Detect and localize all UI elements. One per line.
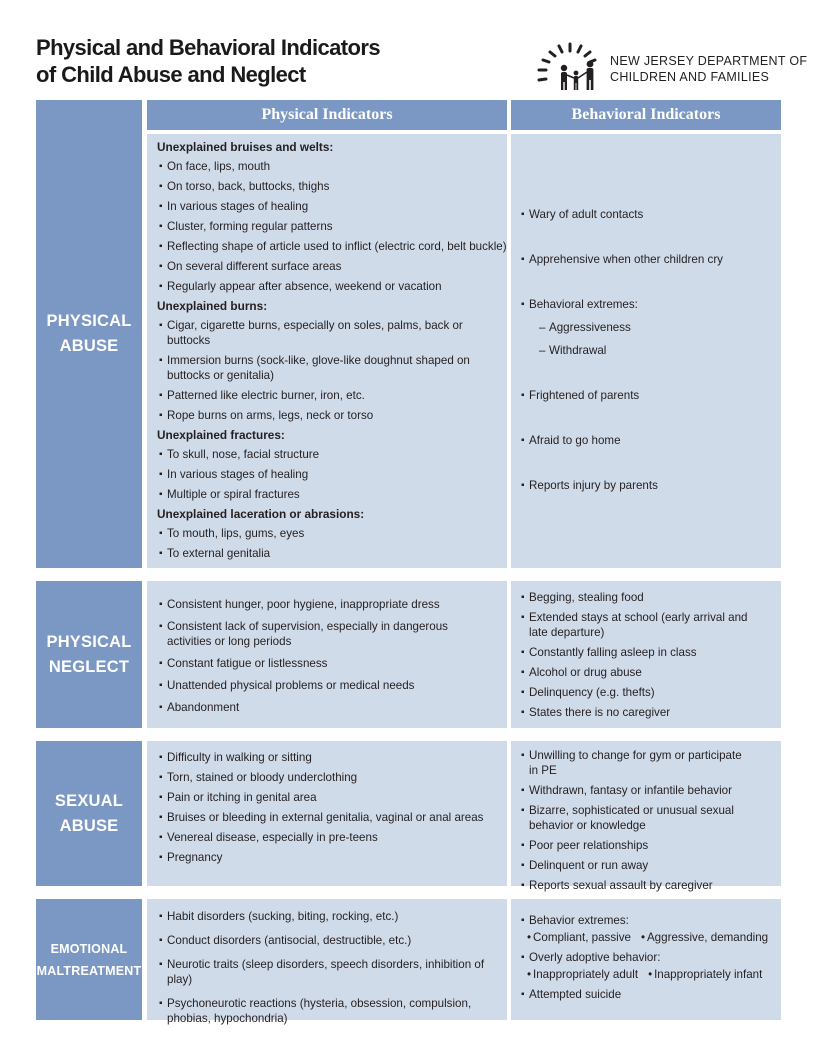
list-item: ▪ On torso, back, buttocks, thighs bbox=[159, 179, 507, 194]
label-line: PHYSICAL bbox=[46, 632, 132, 651]
sexual-abuse-physical-cell bbox=[147, 741, 507, 886]
row-label-sexual-abuse bbox=[36, 741, 142, 886]
header-behavioral-indicators: Behavioral Indicators bbox=[511, 100, 781, 130]
logo-line-1: NEW JERSEY DEPARTMENT OF bbox=[610, 54, 808, 68]
group-title: Unexplained bruises and welts: bbox=[157, 140, 334, 154]
list-item: ▪ Patterned like electric burner, iron, etc. bbox=[159, 388, 507, 403]
label-line: EMOTIONAL bbox=[50, 941, 128, 956]
list-item: ▪ Difficulty in walking or sitting bbox=[159, 750, 497, 765]
list-item: ▪ Alcohol or drug abuse bbox=[521, 665, 761, 680]
list-item: ▪ Overly adoptive behavior: bbox=[521, 950, 775, 965]
list-item: ▪ Unwilling to change for gym or participate in PE bbox=[521, 748, 751, 778]
list-item: ▪ Consistent lack of supervision, especially in dangerous activities or long periods bbox=[159, 619, 487, 649]
extremes-subitems bbox=[527, 930, 775, 945]
label-line: NEGLECT bbox=[48, 657, 130, 676]
sub-item-compliant: • Compliant, passive bbox=[527, 930, 631, 945]
physical-neglect-behavioral-cell bbox=[511, 581, 781, 728]
list-item: ▪ Neurotic traits (sleep disorders, speech disorders, inhibition of play) bbox=[159, 957, 487, 987]
row-label-physical-abuse bbox=[36, 100, 142, 568]
list-item: ▪ Multiple or spiral fractures bbox=[159, 487, 507, 502]
group-lacerations bbox=[147, 507, 507, 561]
group-title: Unexplained laceration or abrasions: bbox=[157, 507, 365, 521]
group-bruises bbox=[147, 140, 507, 294]
list-item: ▪ Poor peer relationships bbox=[521, 838, 751, 853]
sub-item-adult: • Inappropriately adult bbox=[527, 967, 638, 982]
group-title: Unexplained fractures: bbox=[157, 428, 285, 442]
list-item: ▪ Extended stays at school (early arrival and late departure) bbox=[521, 610, 761, 640]
list-item: ▪ Cluster, forming regular patterns bbox=[159, 219, 507, 234]
sexual-abuse-behavioral-cell bbox=[511, 741, 781, 892]
list-item: ▪ Cigar, cigarette burns, especially on soles, palms, back or buttocks bbox=[159, 318, 507, 348]
logo-line-2: CHILDREN AND FAMILIES bbox=[610, 70, 770, 84]
list-item: ▪ Psychoneurotic reactions (hysteria, obsession, compulsion, phobias, hypochondria) bbox=[159, 996, 487, 1026]
list-item: ▪ Attempted suicide bbox=[521, 987, 775, 1002]
list-item: ▪ Venereal disease, especially in pre-teens bbox=[159, 830, 497, 845]
label-line: ABUSE bbox=[59, 816, 119, 835]
list-item: ▪ Delinquency (e.g. thefts) bbox=[521, 685, 761, 700]
list-item: ▪ Unattended physical problems or medical needs bbox=[159, 678, 487, 693]
list-item: ▪ Constant fatigue or listlessness bbox=[159, 656, 487, 671]
list-item: ▪ Behavioral extremes: bbox=[521, 297, 773, 312]
list-item: ▪ Withdrawn, fantasy or infantile behavior bbox=[521, 783, 751, 798]
row-label-physical-neglect bbox=[36, 581, 142, 728]
title-line-2: of Child Abuse and Neglect bbox=[36, 62, 306, 87]
list-item: ▪ Apprehensive when other children cry bbox=[521, 252, 773, 267]
sub-item-aggressive: • Aggressive, demanding bbox=[641, 930, 768, 945]
sunburst-family-icon bbox=[534, 40, 608, 92]
list-item: ▪ To skull, nose, facial structure bbox=[159, 447, 507, 462]
list-item: ▪ Behavior extremes: bbox=[521, 913, 775, 928]
list-item: ▪ On several different surface areas bbox=[159, 259, 507, 274]
sub-item-withdrawal: – Withdrawal bbox=[539, 343, 773, 358]
list-item: ▪ To external genitalia bbox=[159, 546, 507, 561]
group-title: Unexplained burns: bbox=[157, 299, 268, 313]
label-line: MALTREATMENT bbox=[36, 963, 142, 978]
list-item: ▪ Pain or itching in genital area bbox=[159, 790, 497, 805]
list-item: ▪ Reports injury by parents bbox=[521, 478, 773, 493]
list-item: ▪ Begging, stealing food bbox=[521, 590, 761, 605]
list-item: ▪ Torn, stained or bloody underclothing bbox=[159, 770, 497, 785]
list-item: ▪ To mouth, lips, gums, eyes bbox=[159, 526, 507, 541]
emotional-physical-cell bbox=[147, 899, 507, 1025]
physical-abuse-physical-cell bbox=[147, 134, 507, 568]
header-physical-indicators: Physical Indicators bbox=[147, 100, 507, 130]
list-item: ▪ Delinquent or run away bbox=[521, 858, 751, 873]
list-item: ▪ Constantly falling asleep in class bbox=[521, 645, 761, 660]
sub-item-aggressiveness: – Aggressiveness bbox=[539, 320, 773, 335]
sub-item-infant: • Inappropriately infant bbox=[648, 967, 762, 982]
page-title bbox=[36, 34, 456, 88]
physical-neglect-physical-cell bbox=[147, 581, 507, 728]
list-item: ▪ Rope burns on arms, legs, neck or torso bbox=[159, 408, 507, 423]
group-fractures bbox=[147, 428, 507, 502]
list-item: ▪ Bizarre, sophisticated or unusual sexual behavior or knowledge bbox=[521, 803, 751, 833]
list-item: ▪ Pregnancy bbox=[159, 850, 497, 865]
list-item: ▪ On face, lips, mouth bbox=[159, 159, 507, 174]
list-item: ▪ Reports sexual assault by caregiver bbox=[521, 878, 751, 893]
emotional-behavioral-cell bbox=[511, 899, 781, 1020]
label-line: SEXUAL bbox=[54, 791, 124, 810]
row-label-emotional-maltreatment bbox=[36, 899, 142, 1020]
list-item: ▪ States there is no caregiver bbox=[521, 705, 761, 720]
list-item: ▪ Immersion burns (sock-like, glove-like doughnut shaped on buttocks or genitalia) bbox=[159, 353, 507, 383]
list-item: ▪ Frightened of parents bbox=[521, 388, 773, 403]
overly-subitems bbox=[527, 967, 775, 982]
list-item: ▪ Conduct disorders (antisocial, destructible, etc.) bbox=[159, 933, 487, 948]
list-item: ▪ Bruises or bleeding in external genitalia, vaginal or anal areas bbox=[159, 810, 497, 825]
list-item: ▪ Reflecting shape of article used to inflict (electric cord, belt buckle) bbox=[159, 239, 507, 254]
list-item: ▪ Afraid to go home bbox=[521, 433, 773, 448]
list-item: ▪ Consistent hunger, poor hygiene, inappropriate dress bbox=[159, 597, 487, 612]
title-line-1: Physical and Behavioral Indicators bbox=[36, 35, 380, 60]
list-item: ▪ Abandonment bbox=[159, 700, 487, 715]
physical-abuse-behavioral-cell bbox=[511, 134, 781, 568]
list-item: ▪ In various stages of healing bbox=[159, 467, 507, 482]
list-item: ▪ In various stages of healing bbox=[159, 199, 507, 214]
dcf-logo bbox=[534, 40, 808, 92]
label-line: PHYSICAL bbox=[46, 312, 132, 330]
label-line: ABUSE bbox=[59, 337, 119, 355]
list-item: ▪ Habit disorders (sucking, biting, rocking, etc.) bbox=[159, 909, 487, 924]
list-item: ▪ Wary of adult contacts bbox=[521, 207, 773, 222]
group-burns bbox=[147, 299, 507, 423]
list-item: ▪ Regularly appear after absence, weekend or vacation bbox=[159, 279, 507, 294]
